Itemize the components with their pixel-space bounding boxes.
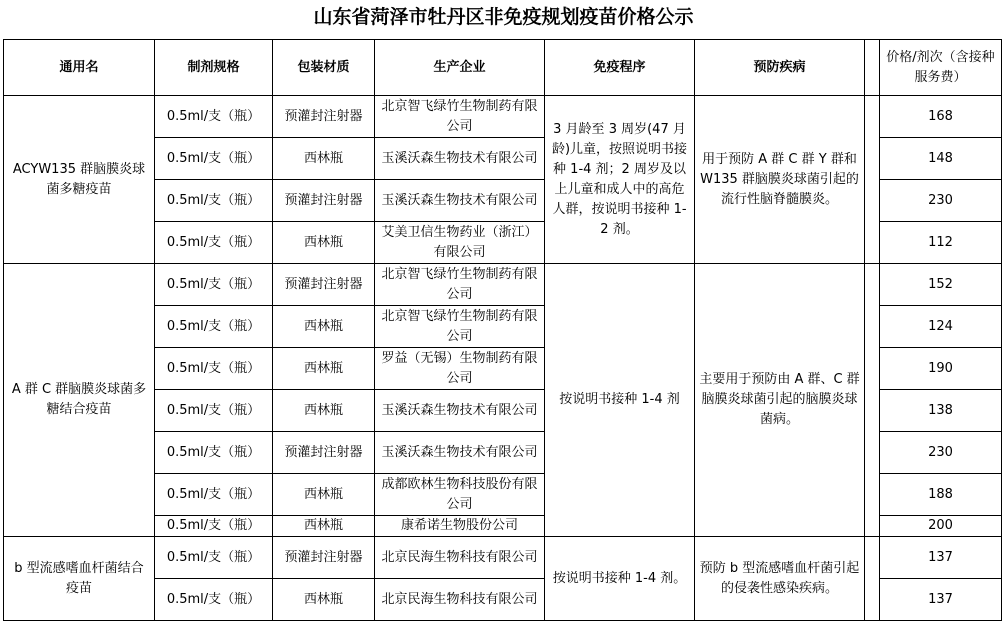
price-cell: 124 bbox=[880, 306, 1002, 348]
spec-cell: 0.5ml/支（瓶） bbox=[155, 432, 273, 474]
spec-cell: 0.5ml/支（瓶） bbox=[155, 138, 273, 180]
package-cell: 西林瓶 bbox=[273, 474, 375, 516]
package-cell: 西林瓶 bbox=[273, 222, 375, 264]
header-row bbox=[4, 40, 1002, 96]
price-cell: 168 bbox=[880, 96, 1002, 138]
manufacturer-cell: 康希诺生物股份公司 bbox=[375, 516, 545, 537]
vaccine-price-table bbox=[3, 39, 1002, 621]
manufacturer-cell: 玉溪沃森生物技术有限公司 bbox=[375, 138, 545, 180]
spec-cell: 0.5ml/支（瓶） bbox=[155, 474, 273, 516]
manufacturer-cell: 北京智飞绿竹生物制药有限公司 bbox=[375, 96, 545, 138]
header-gap bbox=[865, 40, 880, 96]
disease-cell: 预防 b 型流感嗜血杆菌引起的侵袭性感染疾病。 bbox=[695, 537, 865, 621]
package-cell: 西林瓶 bbox=[273, 390, 375, 432]
price-cell: 112 bbox=[880, 222, 1002, 264]
header-package: 包装材质 bbox=[273, 40, 375, 96]
package-cell: 预灌封注射器 bbox=[273, 264, 375, 306]
header-disease: 预防疾病 bbox=[695, 40, 865, 96]
disease-cell: 主要用于预防由 A 群、C 群脑膜炎球菌引起的脑膜炎球菌病。 bbox=[695, 264, 865, 537]
header-manufacturer: 生产企业 bbox=[375, 40, 545, 96]
spec-cell: 0.5ml/支（瓶） bbox=[155, 96, 273, 138]
procedure-cell: 3 月龄至 3 周岁(47 月龄)儿童，按照说明书接种 1-4 剂；2 周岁及以上儿童和成人中的高危人群，按说明书接种 1-2 剂。 bbox=[545, 96, 695, 264]
vaccine-name: b 型流感嗜血杆菌结合疫苗 bbox=[4, 537, 155, 621]
manufacturer-cell: 艾美卫信生物药业（浙江）有限公司 bbox=[375, 222, 545, 264]
manufacturer-cell: 玉溪沃森生物技术有限公司 bbox=[375, 180, 545, 222]
price-cell: 152 bbox=[880, 264, 1002, 306]
package-cell: 西林瓶 bbox=[273, 138, 375, 180]
manufacturer-cell: 罗益（无锡）生物制药有限公司 bbox=[375, 348, 545, 390]
price-cell: 190 bbox=[880, 348, 1002, 390]
package-cell: 西林瓶 bbox=[273, 348, 375, 390]
gap-cell bbox=[865, 264, 880, 306]
manufacturer-cell: 北京民海生物科技有限公司 bbox=[375, 537, 545, 579]
vaccine-name: A 群 C 群脑膜炎球菌多糖结合疫苗 bbox=[4, 264, 155, 537]
gap-cell bbox=[865, 222, 880, 264]
header-procedure: 免疫程序 bbox=[545, 40, 695, 96]
manufacturer-cell: 成都欧林生物科技股份有限公司 bbox=[375, 474, 545, 516]
procedure-cell: 按说明书接种 1-4 剂 bbox=[545, 264, 695, 537]
price-cell: 138 bbox=[880, 390, 1002, 432]
package-cell: 西林瓶 bbox=[273, 306, 375, 348]
package-cell: 西林瓶 bbox=[273, 579, 375, 621]
price-cell: 230 bbox=[880, 432, 1002, 474]
package-cell: 预灌封注射器 bbox=[273, 537, 375, 579]
manufacturer-cell: 北京民海生物科技有限公司 bbox=[375, 579, 545, 621]
table-row bbox=[4, 264, 1002, 306]
price-cell: 137 bbox=[880, 579, 1002, 621]
gap-cell bbox=[865, 537, 880, 579]
procedure-cell: 按说明书接种 1-4 剂。 bbox=[545, 537, 695, 621]
header-price: 价格/剂次（含接种服务费） bbox=[880, 40, 1002, 96]
header-spec: 制剂规格 bbox=[155, 40, 273, 96]
vaccine-name: ACYW135 群脑膜炎球菌多糖疫苗 bbox=[4, 96, 155, 264]
manufacturer-cell: 玉溪沃森生物技术有限公司 bbox=[375, 432, 545, 474]
table-row bbox=[4, 537, 1002, 579]
gap-cell bbox=[865, 432, 880, 474]
package-cell: 西林瓶 bbox=[273, 516, 375, 537]
gap-cell bbox=[865, 306, 880, 348]
spec-cell: 0.5ml/支（瓶） bbox=[155, 390, 273, 432]
spec-cell: 0.5ml/支（瓶） bbox=[155, 264, 273, 306]
gap-cell bbox=[865, 138, 880, 180]
price-cell: 200 bbox=[880, 516, 1002, 537]
gap-cell bbox=[865, 96, 880, 138]
package-cell: 预灌封注射器 bbox=[273, 432, 375, 474]
price-cell: 137 bbox=[880, 537, 1002, 579]
price-cell: 148 bbox=[880, 138, 1002, 180]
package-cell: 预灌封注射器 bbox=[273, 180, 375, 222]
table-row bbox=[4, 96, 1002, 138]
spec-cell: 0.5ml/支（瓶） bbox=[155, 306, 273, 348]
gap-cell bbox=[865, 390, 880, 432]
page-title: 山东省菏泽市牡丹区非免疫规划疫苗价格公示 bbox=[313, 6, 694, 28]
spec-cell: 0.5ml/支（瓶） bbox=[155, 537, 273, 579]
gap-cell bbox=[865, 579, 880, 621]
price-cell: 230 bbox=[880, 180, 1002, 222]
gap-cell bbox=[865, 348, 880, 390]
gap-cell bbox=[865, 474, 880, 516]
gap-cell bbox=[865, 516, 880, 537]
header-name: 通用名 bbox=[4, 40, 155, 96]
spec-cell: 0.5ml/支（瓶） bbox=[155, 348, 273, 390]
manufacturer-cell: 北京智飞绿竹生物制药有限公司 bbox=[375, 264, 545, 306]
manufacturer-cell: 北京智飞绿竹生物制药有限公司 bbox=[375, 306, 545, 348]
disease-cell: 用于预防 A 群 C 群 Y 群和 W135 群脑膜炎球菌引起的流行性脑脊髓膜炎。 bbox=[695, 96, 865, 264]
gap-cell bbox=[865, 180, 880, 222]
manufacturer-cell: 玉溪沃森生物技术有限公司 bbox=[375, 390, 545, 432]
package-cell: 预灌封注射器 bbox=[273, 96, 375, 138]
price-cell: 188 bbox=[880, 474, 1002, 516]
spec-cell: 0.5ml/支（瓶） bbox=[155, 516, 273, 537]
spec-cell: 0.5ml/支（瓶） bbox=[155, 222, 273, 264]
spec-cell: 0.5ml/支（瓶） bbox=[155, 579, 273, 621]
spec-cell: 0.5ml/支（瓶） bbox=[155, 180, 273, 222]
